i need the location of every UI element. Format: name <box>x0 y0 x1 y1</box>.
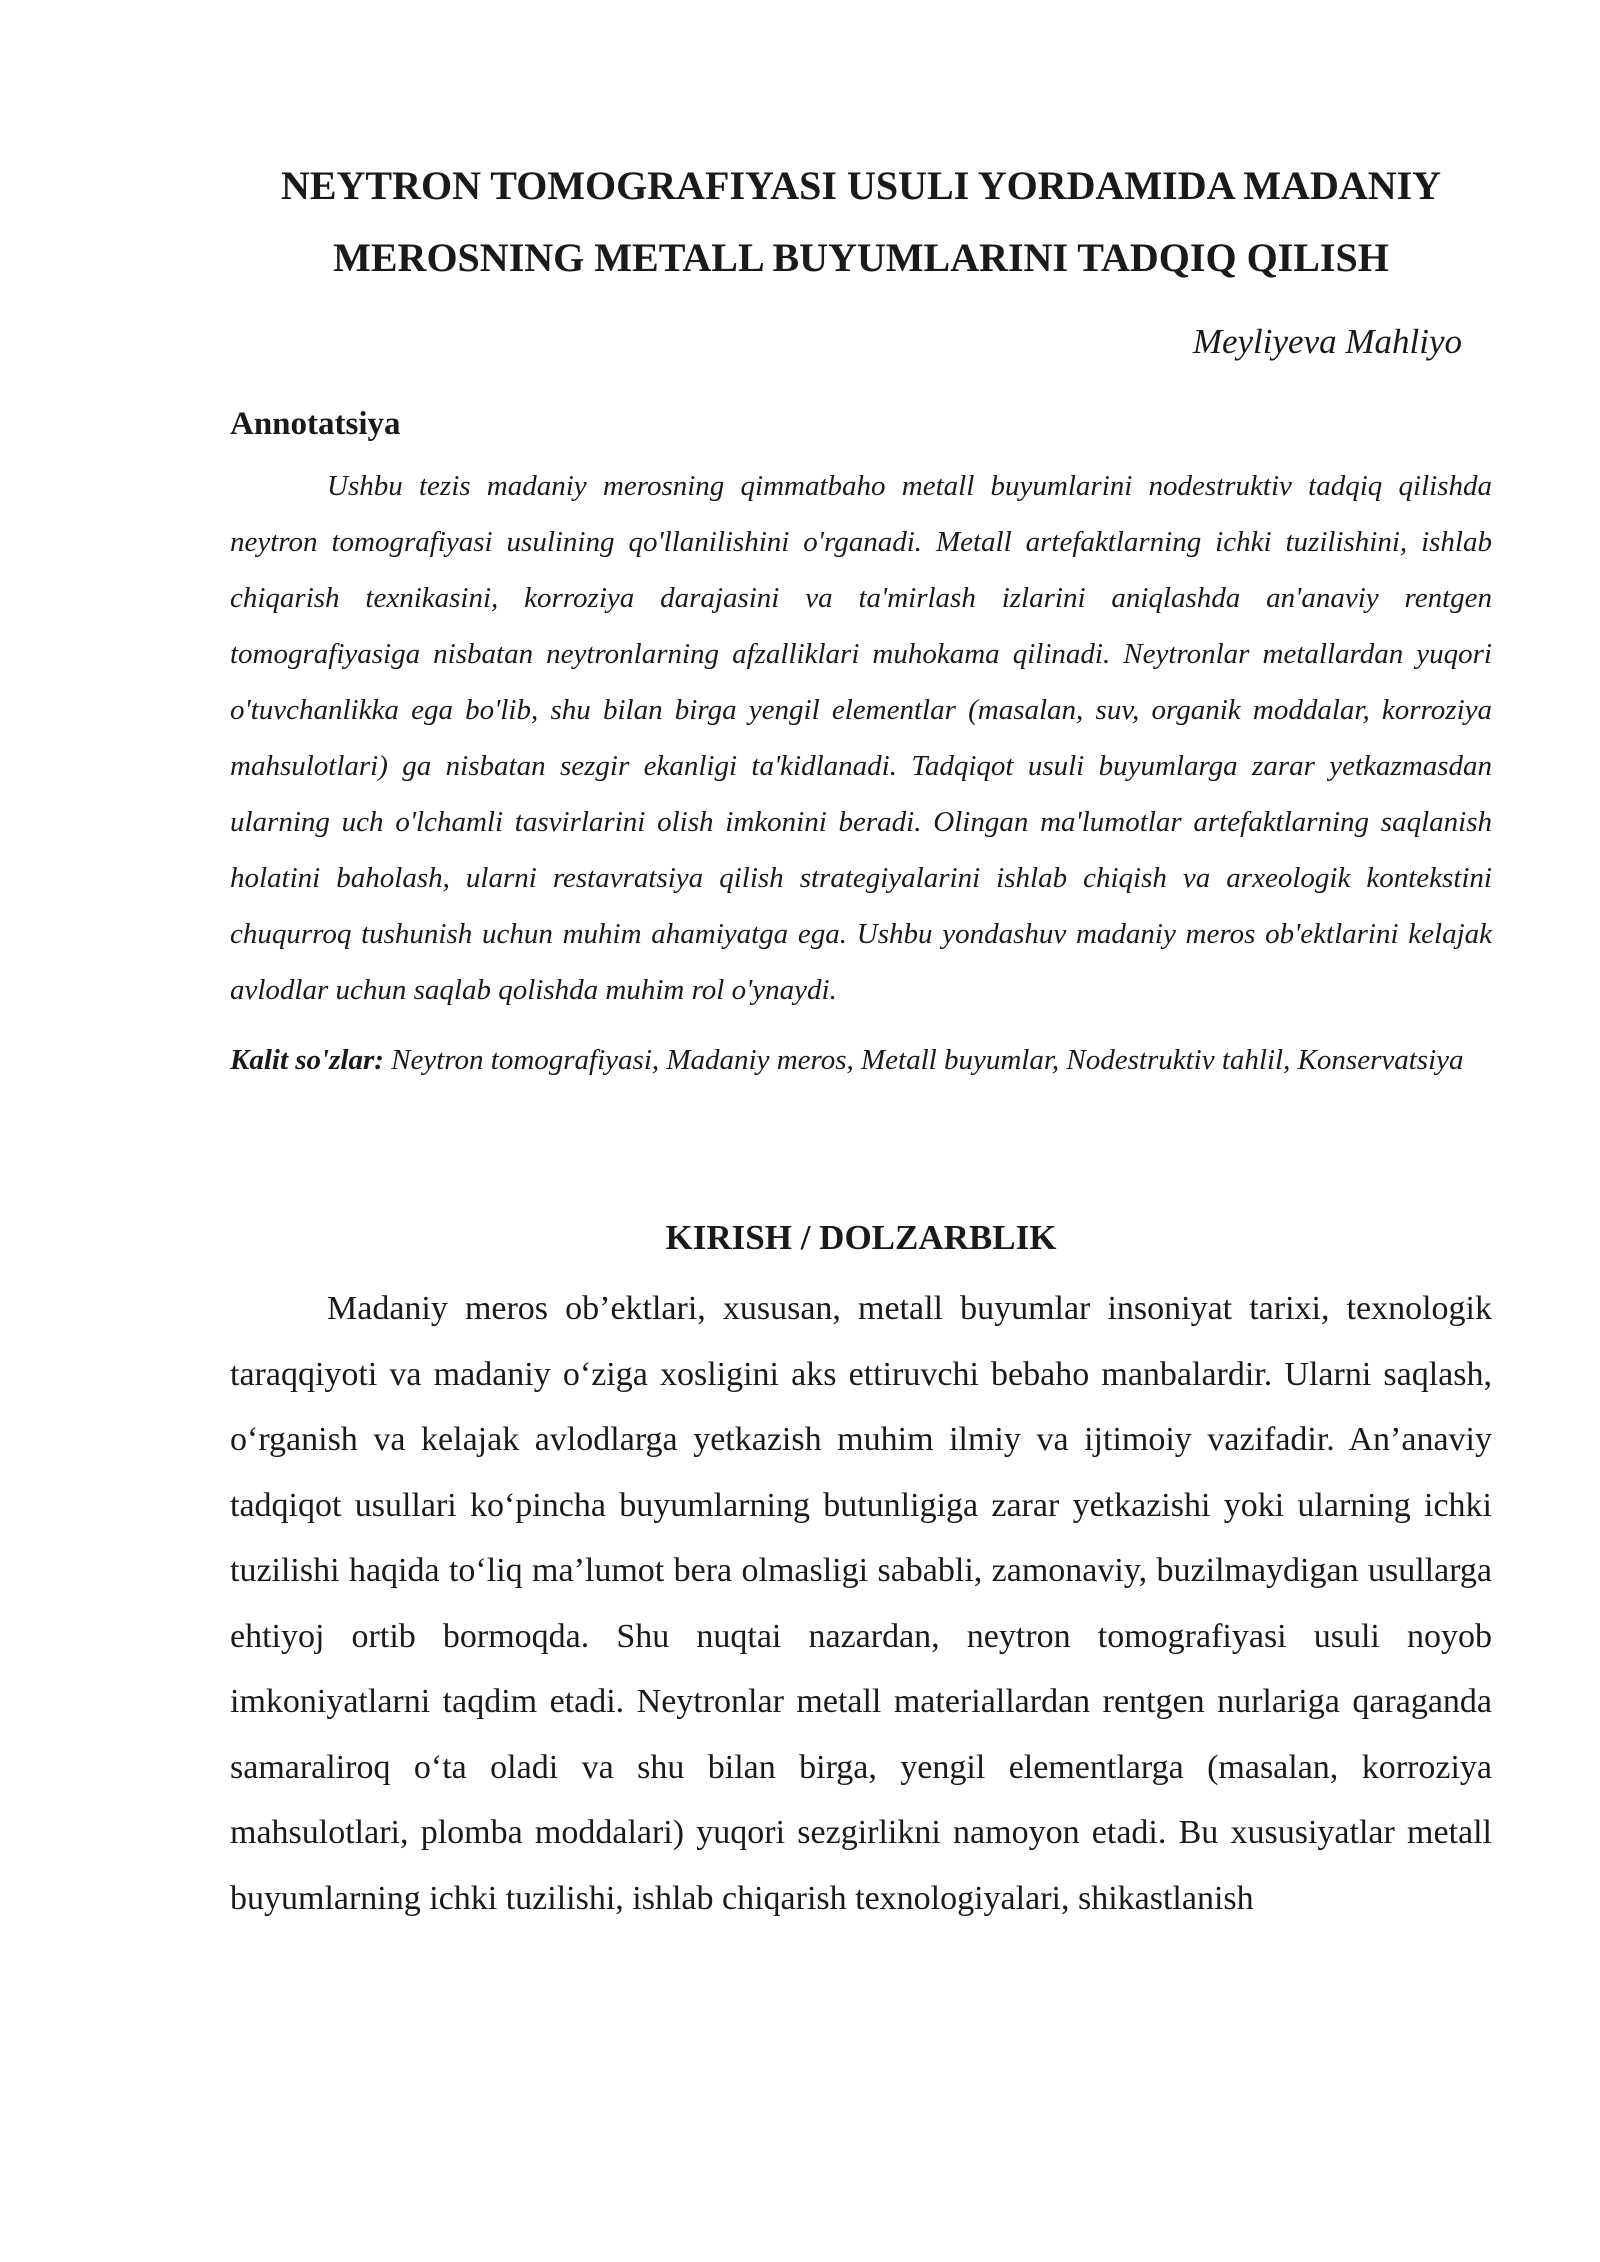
author-name: Meyliyeva Mahliyo <box>1192 322 1462 361</box>
keywords <box>230 1032 1492 1088</box>
annotation-heading: Annotatsiya <box>230 406 401 442</box>
document-page <box>230 150 1492 1931</box>
section-title: KIRISH / DOLZARBLIK <box>665 1218 1057 1257</box>
annotation-text: Ushbu tezis madaniy merosning qimmatbaho metall buyumlarini nodestruktiv tadqiq qilishda neytron tomografiyasi usulining qo'llanilishini o'rganadi. Metall artefaktlarning ichki tuzilishini, ishlab chiqarish texnikasini, korroziya darajasini va ta'mirlash izlarini aniqlashda an'anaviy rentgen tomografiyasiga nisbatan neytronlarning afzalliklari muhokama qilinadi. Neytronlar metallardan yuqori o'tuvchanlikka ega bo'lib, shu bilan birga yengil elementlar (masalan, suv, organik moddalar, korroziya mahsulotlari) ga nisbatan sezgir ekanligi ta'kidlanadi. Tadqiqot usuli buyumlarga zarar yetkazmasdan ularning uch o'lchamli tasvirlarini olish imkonini beradi. Olingan ma'lumotlar artefaktlarning saqlanish holatini baholash, ularni restavratsiya qilish strategiyalarini ishlab chiqish va arxeologik kontekstini chuqurroq tushunish uchun muhim ahamiyatga ega. Ushbu yondashuv madaniy meros ob'ektlarini kelajak avlodlar uchun saqlab qolishda muhim rol o'ynaydi. <box>230 470 1492 1006</box>
keywords-label: Kalit so'zlar: <box>230 1044 384 1076</box>
intro-paragraph: Madaniy meros ob’ektlari, xususan, metall buyumlar insoniyat tarixi, texnologik taraqqiyoti va madaniy o‘ziga xosligini aks ettiruvchi bebaho manbalardir. Ularni saqlash, o‘rganish va kelajak avlodlarga yetkazish muhim ilmiy va ijtimoiy vazifadir. An’anaviy tadqiqot usullari ko‘pincha buyumlarning butunligiga zarar yetkazishi yoki ularning ichki tuzilishi haqida to‘liq ma’lumot bera olmasligi sababli, zamonaviy, buzilmaydigan usullarga ehtiyoj ortib bormoqda. Shu nuqtai nazardan, neytron tomografiyasi usuli noyob imkoniyatlarni taqdim etadi. Neytronlar metall materiallardan rentgen nurlariga qaraganda samaraliroq o‘ta oladi va shu bilan birga, yengil elementlarga (masalan, korroziya mahsulotlari, plomba moddalari) yuqori sezgirlikni namoyon etadi. Bu xususiyatlar metall buyumlarning ichki tuzilishi, ishlab chiqarish texnologiyalari, shikastlanish <box>230 1290 1492 1917</box>
keywords-text: Neytron tomografiyasi, Madaniy meros, Metall buyumlar, Nodestruktiv tahlil, Konservatsiya <box>391 1044 1464 1076</box>
paper-title-line-1: NEYTRON TOMOGRAFIYASI USULI YORDAMIDA MADANIY <box>280 163 1442 208</box>
paper-title <box>230 150 1492 294</box>
paper-title-line-2: MEROSNING METALL BUYUMLARINI TADQIQ QILISH <box>333 235 1389 280</box>
